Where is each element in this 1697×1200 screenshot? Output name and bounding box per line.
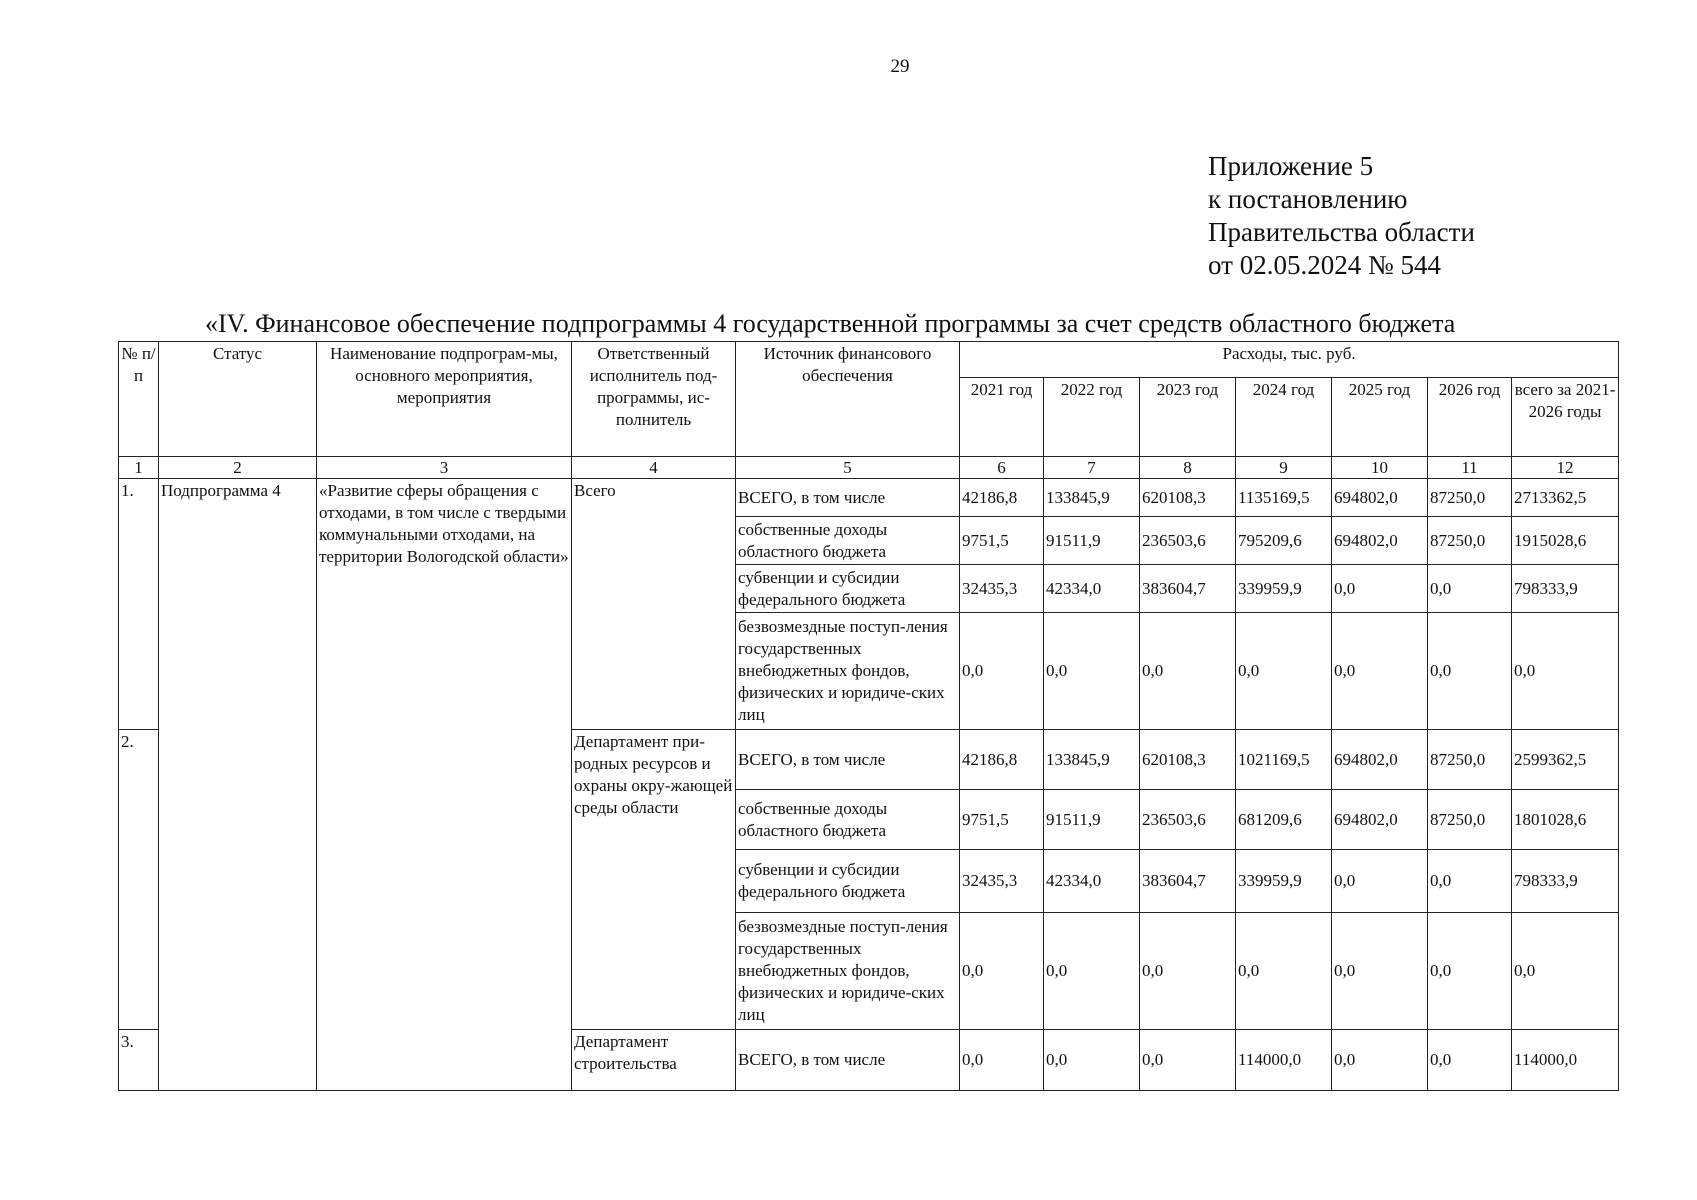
source-cell: ВСЕГО, в том числе — [736, 730, 960, 790]
page-number: 29 — [890, 56, 910, 77]
value-cell: 0,0 — [1332, 1030, 1428, 1091]
value-cell: 0,0 — [1332, 613, 1428, 730]
value-cell: 91511,9 — [1044, 790, 1140, 850]
value-cell: 0,0 — [960, 913, 1044, 1030]
value-cell: 87250,0 — [1428, 479, 1512, 517]
value-cell: 114000,0 — [1236, 1030, 1332, 1091]
column-number: 12 — [1512, 457, 1619, 479]
source-cell: субвенции и субсидии федерального бюджета — [736, 565, 960, 613]
value-cell: 1021169,5 — [1236, 730, 1332, 790]
value-cell: 0,0 — [1428, 850, 1512, 913]
value-cell: 133845,9 — [1044, 479, 1140, 517]
value-cell: 339959,9 — [1236, 850, 1332, 913]
value-cell: 0,0 — [960, 613, 1044, 730]
column-number: 4 — [572, 457, 736, 479]
value-cell: 795209,6 — [1236, 517, 1332, 565]
appendix-line: от 02.05.2024 № 544 — [1208, 250, 1441, 280]
column-number: 9 — [1236, 457, 1332, 479]
value-cell: 798333,9 — [1512, 565, 1619, 613]
value-cell: 0,0 — [1236, 613, 1332, 730]
table-row — [119, 479, 1619, 517]
value-cell: 0,0 — [1140, 913, 1236, 1030]
appendix-line: Приложение 5 — [1208, 151, 1374, 181]
value-cell: 0,0 — [1512, 613, 1619, 730]
value-cell: 0,0 — [1512, 913, 1619, 1030]
value-cell: 798333,9 — [1512, 850, 1619, 913]
column-number: 10 — [1332, 457, 1428, 479]
value-cell: 620108,3 — [1140, 730, 1236, 790]
appendix-line: к постановлению — [1208, 184, 1408, 214]
value-cell: 694802,0 — [1332, 730, 1428, 790]
value-cell: 91511,9 — [1044, 517, 1140, 565]
header-expenses: Расходы, тыс. руб. — [960, 342, 1619, 378]
value-cell: 1135169,5 — [1236, 479, 1332, 517]
header-total: всего за 2021-2026 годы — [1512, 378, 1619, 457]
header-year: 2022 год — [1044, 378, 1140, 457]
value-cell: 87250,0 — [1428, 790, 1512, 850]
value-cell: 0,0 — [1044, 613, 1140, 730]
source-cell: собственные доходы областного бюджета — [736, 517, 960, 565]
header-year: 2024 год — [1236, 378, 1332, 457]
value-cell: 383604,7 — [1140, 565, 1236, 613]
column-number: 11 — [1428, 457, 1512, 479]
value-cell: 0,0 — [1428, 1030, 1512, 1091]
value-cell: 694802,0 — [1332, 479, 1428, 517]
row-name: «Развитие сферы обращения с отходами, в том числе с твердыми коммунальными отходами, на территории Вологодской области» — [317, 479, 572, 1091]
value-cell: 620108,3 — [1140, 479, 1236, 517]
value-cell: 339959,9 — [1236, 565, 1332, 613]
value-cell: 0,0 — [1428, 913, 1512, 1030]
value-cell: 0,0 — [1332, 565, 1428, 613]
row-executor: Департамент при-родных ресурсов и охраны окру-жающей среды области — [572, 730, 736, 1030]
row-num: 1. — [119, 479, 159, 730]
value-cell: 236503,6 — [1140, 790, 1236, 850]
value-cell: 32435,3 — [960, 850, 1044, 913]
header-year: 2026 год — [1428, 378, 1512, 457]
header-name: Наименование подпрограм-мы, основного мероприятия, мероприятия — [317, 342, 572, 457]
value-cell: 0,0 — [960, 1030, 1044, 1091]
value-cell: 133845,9 — [1044, 730, 1140, 790]
value-cell: 1915028,6 — [1512, 517, 1619, 565]
column-number: 1 — [119, 457, 159, 479]
header-year: 2021 год — [960, 378, 1044, 457]
value-cell: 9751,5 — [960, 790, 1044, 850]
source-cell: ВСЕГО, в том числе — [736, 479, 960, 517]
column-number: 6 — [960, 457, 1044, 479]
value-cell: 0,0 — [1140, 613, 1236, 730]
row-num: 2. — [119, 730, 159, 1030]
value-cell: 236503,6 — [1140, 517, 1236, 565]
source-cell: безвозмездные поступ-ления государственных внебюджетных фондов, физических и юридиче-ских лиц — [736, 613, 960, 730]
value-cell: 0,0 — [1332, 850, 1428, 913]
value-cell: 1801028,6 — [1512, 790, 1619, 850]
column-number: 2 — [159, 457, 317, 479]
header-source: Источник финансового обеспечения — [736, 342, 960, 457]
source-cell: собственные доходы областного бюджета — [736, 790, 960, 850]
column-number: 3 — [317, 457, 572, 479]
value-cell: 0,0 — [1044, 913, 1140, 1030]
source-cell: субвенции и субсидии федерального бюджета — [736, 850, 960, 913]
header-num: № п/п — [119, 342, 159, 457]
value-cell: 87250,0 — [1428, 730, 1512, 790]
source-cell: ВСЕГО, в том числе — [736, 1030, 960, 1091]
value-cell: 0,0 — [1428, 565, 1512, 613]
column-number: 5 — [736, 457, 960, 479]
value-cell: 2599362,5 — [1512, 730, 1619, 790]
value-cell: 383604,7 — [1140, 850, 1236, 913]
financing-table — [118, 341, 1619, 1091]
appendix-block — [1208, 150, 1475, 282]
header-executor: Ответственный исполнитель под-программы, ис-полнитель — [572, 342, 736, 457]
value-cell: 32435,3 — [960, 565, 1044, 613]
value-cell: 0,0 — [1332, 913, 1428, 1030]
value-cell: 114000,0 — [1512, 1030, 1619, 1091]
header-year: 2023 год — [1140, 378, 1236, 457]
value-cell: 0,0 — [1140, 1030, 1236, 1091]
value-cell: 87250,0 — [1428, 517, 1512, 565]
column-number: 7 — [1044, 457, 1140, 479]
value-cell: 42334,0 — [1044, 850, 1140, 913]
header-year: 2025 год — [1332, 378, 1428, 457]
value-cell: 681209,6 — [1236, 790, 1332, 850]
column-number: 8 — [1140, 457, 1236, 479]
value-cell: 2713362,5 — [1512, 479, 1619, 517]
value-cell: 694802,0 — [1332, 517, 1428, 565]
value-cell: 42186,8 — [960, 479, 1044, 517]
appendix-line: Правительства области — [1208, 217, 1475, 247]
value-cell: 0,0 — [1044, 1030, 1140, 1091]
value-cell: 42334,0 — [1044, 565, 1140, 613]
value-cell: 694802,0 — [1332, 790, 1428, 850]
value-cell: 9751,5 — [960, 517, 1044, 565]
row-executor: Всего — [572, 479, 736, 730]
source-cell: безвозмездные поступ-ления государственных внебюджетных фондов, физических и юридиче-ских лиц — [736, 913, 960, 1030]
document-title: «IV. Финансовое обеспечение подпрограммы 4 государственной программы за счет средств областного бюджета — [205, 309, 1456, 338]
row-executor: Департамент строительства — [572, 1030, 736, 1091]
value-cell: 42186,8 — [960, 730, 1044, 790]
row-status: Подпрограмма 4 — [159, 479, 317, 1091]
row-num: 3. — [119, 1030, 159, 1091]
value-cell: 0,0 — [1236, 913, 1332, 1030]
value-cell: 0,0 — [1428, 613, 1512, 730]
header-status: Статус — [159, 342, 317, 457]
